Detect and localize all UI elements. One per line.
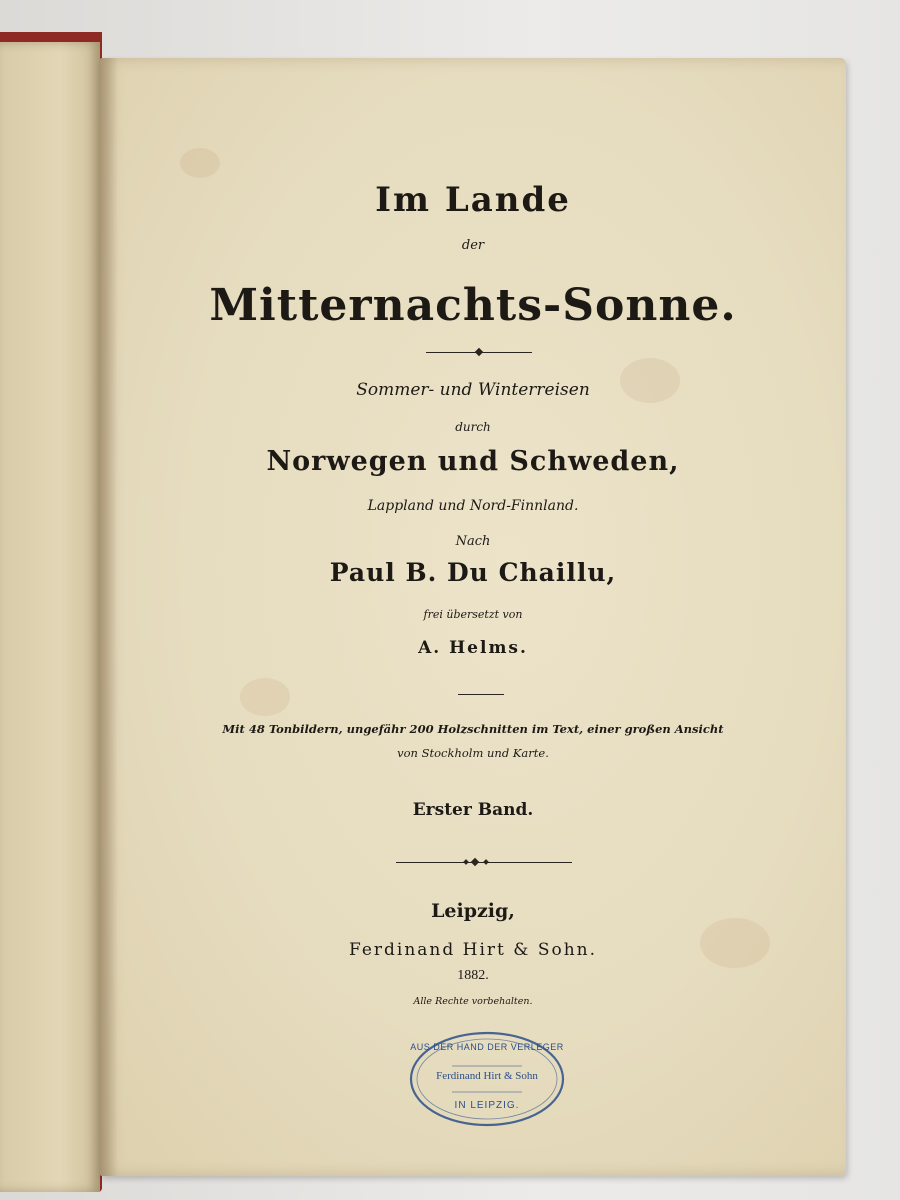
foxing-spot xyxy=(180,148,220,178)
foxing-spot xyxy=(240,678,290,716)
rights-line: Alle Rechte vorbehalten. xyxy=(413,996,533,1007)
regions-line: Lappland und Nord-Finnland. xyxy=(367,498,579,514)
title-line-3: Mitternachts-Sonne. xyxy=(209,280,737,331)
author-line: Paul B. Du Chaillu, xyxy=(329,558,617,587)
illustrations-line-1: Mit 48 Tonbildern, ungefähr 200 Holzschnitten im Text, einer großen Ansicht xyxy=(222,722,724,736)
title-line-1: Im Lande xyxy=(375,180,571,220)
short-rule xyxy=(458,694,504,695)
ornament-dot-3 xyxy=(463,859,469,865)
volume-line: Erster Band. xyxy=(412,800,534,820)
countries-line: Norwegen und Schweden, xyxy=(266,446,680,477)
subtitle-line-1: Sommer- und Winterreisen xyxy=(356,380,590,400)
ornament-dot-4 xyxy=(483,859,489,865)
after-line: Nach xyxy=(455,534,491,549)
place-line: Leipzig, xyxy=(431,900,515,922)
stamp-bottom-text: IN LEIPZIG. xyxy=(454,1100,520,1111)
ornament-dot-2 xyxy=(471,858,479,866)
translated-by-line: frei übersetzt von xyxy=(423,608,523,621)
left-page-leaf xyxy=(0,42,100,1192)
year-line: 1882. xyxy=(457,968,489,983)
ornament-dot xyxy=(475,348,483,356)
stamp-middle-text: Ferdinand Hirt & Sohn xyxy=(436,1070,538,1082)
illustrations-line-2: von Stockholm und Karte. xyxy=(397,746,549,760)
publisher-stamp xyxy=(408,1030,566,1128)
title-page xyxy=(100,58,846,1176)
publisher-line: Ferdinand Hirt & Sohn. xyxy=(348,940,598,960)
stamp-top-text: AUS DER HAND DER VERLEGER xyxy=(410,1042,564,1052)
subtitle-line-2: durch xyxy=(455,420,491,434)
translator-line: A. Helms. xyxy=(418,638,528,658)
title-line-2: der xyxy=(461,238,485,253)
